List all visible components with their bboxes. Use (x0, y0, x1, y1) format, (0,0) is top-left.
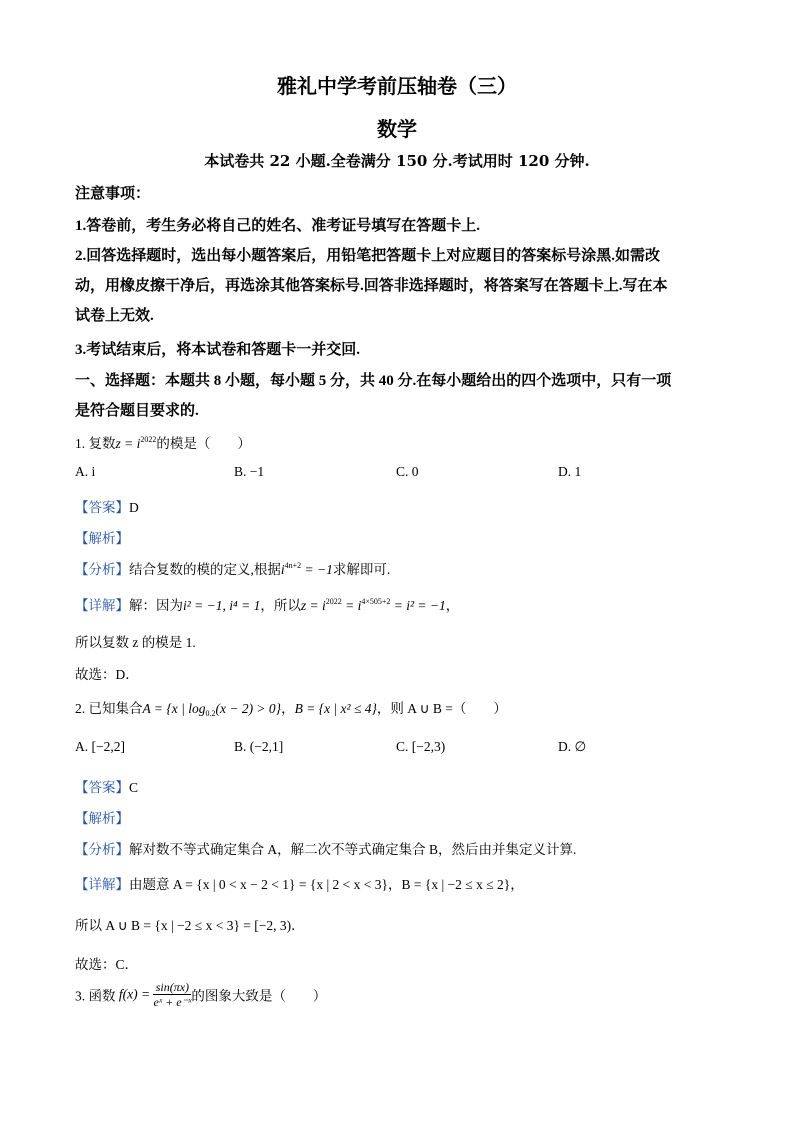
section-1-line2: 是符合题目要求的. (75, 403, 199, 419)
q2-answer-value: C (129, 780, 139, 795)
q1-detail-math2b: = i (341, 598, 362, 613)
q1-fenxi (75, 558, 390, 578)
q2-set-b: B = {x | x² ≤ 4} (294, 701, 377, 716)
q1-detail-text2: ，所以 (260, 598, 301, 613)
notice-heading: 注意事项： (75, 186, 151, 202)
q1-expr: z = i (115, 436, 141, 451)
q2-set-a: A = {x | log (142, 701, 206, 716)
q1-answer-value: D (129, 500, 139, 515)
q1-detail-math1: i² = −1, i⁴ = 1 (183, 598, 261, 613)
q1-detail-exp2a: 2022 (325, 597, 342, 606)
q1-prefix: 1. 复数 (75, 436, 116, 451)
q2-prefix: 2. 已知集合 (75, 701, 143, 716)
detail-tag: 【详解】 (75, 877, 129, 892)
q2-stem (75, 697, 507, 717)
q1-choice: 故选：D． (75, 667, 139, 682)
q2-suffix: ，则 A ∪ B =（ ） (376, 701, 507, 716)
fenxi-tag: 【分析】 (75, 562, 129, 577)
q3-numerator: sin(πx) (153, 980, 191, 995)
q1-analysis-tag: 【解析】 (75, 531, 129, 546)
q1-option-d: D. 1 (558, 464, 582, 479)
q2-option-a: A. [−2,2] (75, 739, 125, 754)
q2-union: 所以 A ∪ B = {x | −2 ≤ x < 3} = [−2, 3)． (75, 918, 305, 933)
q2-choice: 故选：C． (75, 957, 139, 972)
q1-detail-math2a: z = i (300, 598, 326, 613)
q2-analysis-tag: 【解析】 (75, 811, 129, 826)
q1-detail-text1: 解：因为 (129, 598, 183, 613)
q3-denominator: eˣ + e⁻ˣ (153, 995, 192, 1009)
q3-fraction (153, 980, 191, 1009)
q1-stem (75, 432, 251, 452)
notice-item-2-line2: 动，用橡皮擦干净后，再选涂其他答案标号.回答非选择题时，将答案写在答题卡上.写在本 (75, 278, 668, 294)
q1-fenxi-end: 求解即可. (332, 562, 391, 577)
q2-detail (75, 873, 524, 893)
notice-item-2-line3: 试卷上无效. (75, 308, 154, 324)
q1-fenxi-rest: = −1 (301, 562, 333, 577)
q2-detail-text: 由题意 A = {x | 0 < x − 2 < 1} = {x | 2 < x < 3}，B = {x | −2 ≤ x ≤ 2}， (129, 877, 524, 892)
q1-option-a: A. i (75, 464, 96, 479)
q2-fenxi-text: 解对数不等式确定集合 A，解二次不等式确定集合 B，然后由并集定义计算. (129, 842, 577, 857)
q1-fenxi-exp: 4n+2 (284, 561, 302, 570)
q1-suffix: 的模是（ ） (156, 436, 251, 451)
q1-detail-exp2b: 4×505+2 (361, 597, 391, 606)
q2-fenxi (75, 838, 576, 858)
q1-detail (75, 594, 459, 614)
q3-function: f(x) = (118, 986, 151, 1002)
notice-item-1: 1.答卷前，考生务必将自己的姓名、准考证号填写在答题卡上. (75, 218, 481, 234)
q3-prefix: 3. 函数 (75, 988, 116, 1004)
q1-option-b: B. −1 (234, 464, 265, 479)
q1-option-c: C. 0 (396, 464, 419, 479)
fenxi-tag: 【分析】 (75, 842, 129, 857)
section-1-line1: 一、选择题：本题共 8 小题，每小题 5 分，共 40 分.在每小题给出的四个选项中，只有一项 (75, 373, 672, 389)
q1-detail-math2c: = i² = −1 (390, 598, 446, 613)
q2-option-b: B. (−2,1] (234, 739, 284, 754)
q1-exp: 2022 (140, 435, 157, 444)
q3-stem (75, 980, 326, 1009)
q1-conclusion: 所以复数 z 的模是 1. (75, 635, 196, 650)
exam-summary: 本试卷共 22 小题.全卷满分 150 分.考试用时 120 分钟. (204, 152, 590, 170)
answer-tag: 【答案】 (75, 780, 129, 795)
answer-tag: 【答案】 (75, 500, 129, 515)
q2-comma: ， (281, 701, 295, 716)
notice-item-3: 3.考试结束后，将本试卷和答题卡一并交回. (75, 342, 361, 358)
q2-option-c: C. [−2,3) (396, 739, 446, 754)
q2-set-a-rest: (x − 2) > 0} (215, 701, 282, 716)
q1-answer (75, 496, 139, 516)
q1-fenxi-text: 结合复数的模的定义,根据 (129, 562, 281, 577)
exam-title: 雅礼中学考前压轴卷（三） (277, 74, 517, 98)
subject-title: 数学 (377, 117, 417, 141)
q2-answer (75, 776, 138, 796)
q1-fenxi-math: i (280, 562, 285, 577)
notice-item-2-line1: 2.回答选择题时，选出每小题答案后，用铅笔把答题卡上对应题目的答案标号涂黑.如需改 (75, 248, 661, 264)
q2-option-d: D. ∅ (558, 739, 587, 754)
q2-set-a-base: 0.2 (205, 709, 216, 718)
q1-detail-text3: ， (445, 598, 460, 613)
q3-suffix: 的图象大致是（ ） (191, 988, 327, 1004)
detail-tag: 【详解】 (75, 598, 129, 613)
